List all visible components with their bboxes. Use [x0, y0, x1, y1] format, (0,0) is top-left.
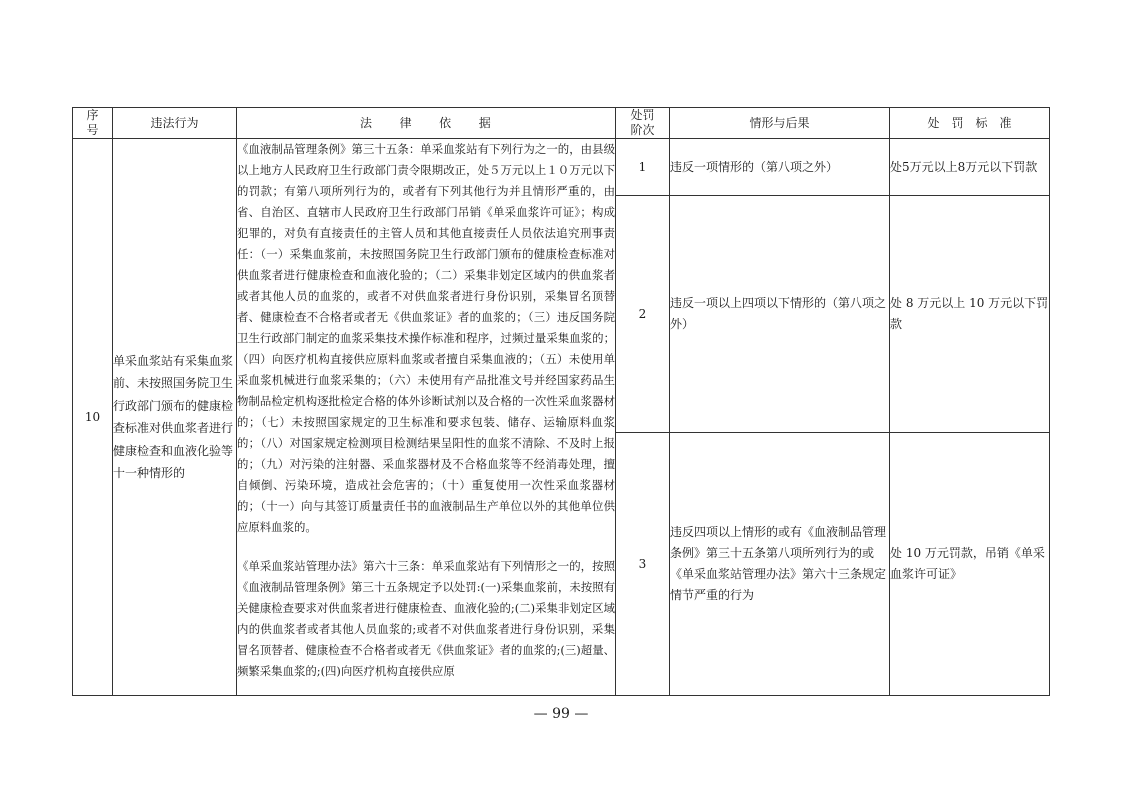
stage-standard: 处 10 万元罚款，吊销《单采血浆许可证》 — [890, 433, 1050, 696]
stage-number: 3 — [616, 433, 670, 696]
header-stage-text: 处罚 阶次 — [630, 108, 655, 137]
penalty-table — [72, 107, 1050, 696]
header-basis: 法 律 依 据 — [237, 108, 616, 139]
header-stage — [616, 108, 670, 139]
row-index: 10 — [73, 139, 113, 696]
stage-situation: 违反一项情形的（第八项之外） — [670, 139, 890, 196]
stage-situation: 违反一项以上四项以下情形的（第八项之外） — [670, 196, 890, 433]
header-situation: 情形与后果 — [670, 108, 890, 139]
stage-standard: 处 8 万元以上 10 万元以下罚款 — [890, 196, 1050, 433]
stage-standard: 处5万元以上8万元以下罚款 — [890, 139, 1050, 196]
stage-situation: 违反四项以上情形的或有《血液制品管理条例》第三十五条第八项所列行为的或《单采血浆站管理办法》第六十三条规定情节严重的行为 — [670, 433, 890, 696]
header-behavior: 违法行为 — [113, 108, 237, 139]
stage-number: 2 — [616, 196, 670, 433]
table-row — [73, 139, 1050, 196]
row-behavior: 单采血浆站有采集血浆前、未按照国务院卫生行政部门颁布的健康检查标准对供血浆者进行健康检查和血液化验等十一种情形的 — [113, 139, 237, 696]
row-legal-basis — [237, 139, 616, 696]
stage-number: 1 — [616, 139, 670, 196]
header-index-text: 序 号 — [86, 108, 99, 137]
header-standard: 处 罚 标 准 — [890, 108, 1050, 139]
legal-basis-paragraph: 《单采血浆站管理办法》第六十三条：单采血浆站有下列情形之一的，按照《血液制品管理条例》第三十五条规定予以处罚:(一)采集血浆前，未按照有关健康检查要求对供血浆者进行健康检查、血液化验的;(二)采集非划定区域内的供血浆者或者其他人员血浆的;或者不对供血浆者进行身份识别，采集冒名顶替者、健康检查不合格者或者无《供血浆证》者的血浆的;(三)超量、频繁采集血浆的;(四)向医疗机构直接供应原 — [237, 559, 615, 678]
header-row — [73, 108, 1050, 139]
legal-basis-paragraph: 《血液制品管理条例》第三十五条：单采血浆站有下列行为之一的，由县级以上地方人民政府卫生行政部门责令限期改正，处５万元以上１０万元以下的罚款；有第八项所列行为的，或者有下列其他行为并且情形严重的，由省、自治区、直辖市人民政府卫生行政部门吊销《单采血浆许可证》；构成犯罪的，对负有直接责任的主管人员和其他直接责任人员依法追究刑事责任：（一）采集血浆前，未按照国务院卫生行政部门颁布的健康检查标准对供血浆者进行健康检查和血液化验的；（二）采集非划定区域内的供血浆者或者其他人员的血浆的，或者不对供血浆者进行身份识别，采集冒名顶替者、健康检查不合格者或者无《供血浆证》者的血浆的；（三）违反国务院卫生行政部门制定的血浆采集技术操作标准和程序，过频过量采集血浆的；（四）向医疗机构直接供应原料血浆或者擅自采集血液的；（五）未使用单采血浆机械进行血浆采集的；（六）未使用有产品批准文号并经国家药品生物制品检定机构逐批检定合格的体外诊断试剂以及合格的一次性采血浆器材的；（七）未按照国家规定的卫生标准和要求包装、储存、运输原料血浆的；（八）对国家规定检测项目检测结果呈阳性的血浆不清除、不及时上报的；（九）对污染的注射器、采血浆器材及不合格血浆等不经消毒处理，擅自倾倒、污染环境，造成社会危害的；（十）重复使用一次性采血浆器材的；（十一）向与其签订质量责任书的血液制品生产单位以外的其他单位供应原料血浆的。 — [237, 142, 615, 534]
header-index — [73, 108, 113, 139]
page-number: — 99 — — [533, 706, 589, 722]
